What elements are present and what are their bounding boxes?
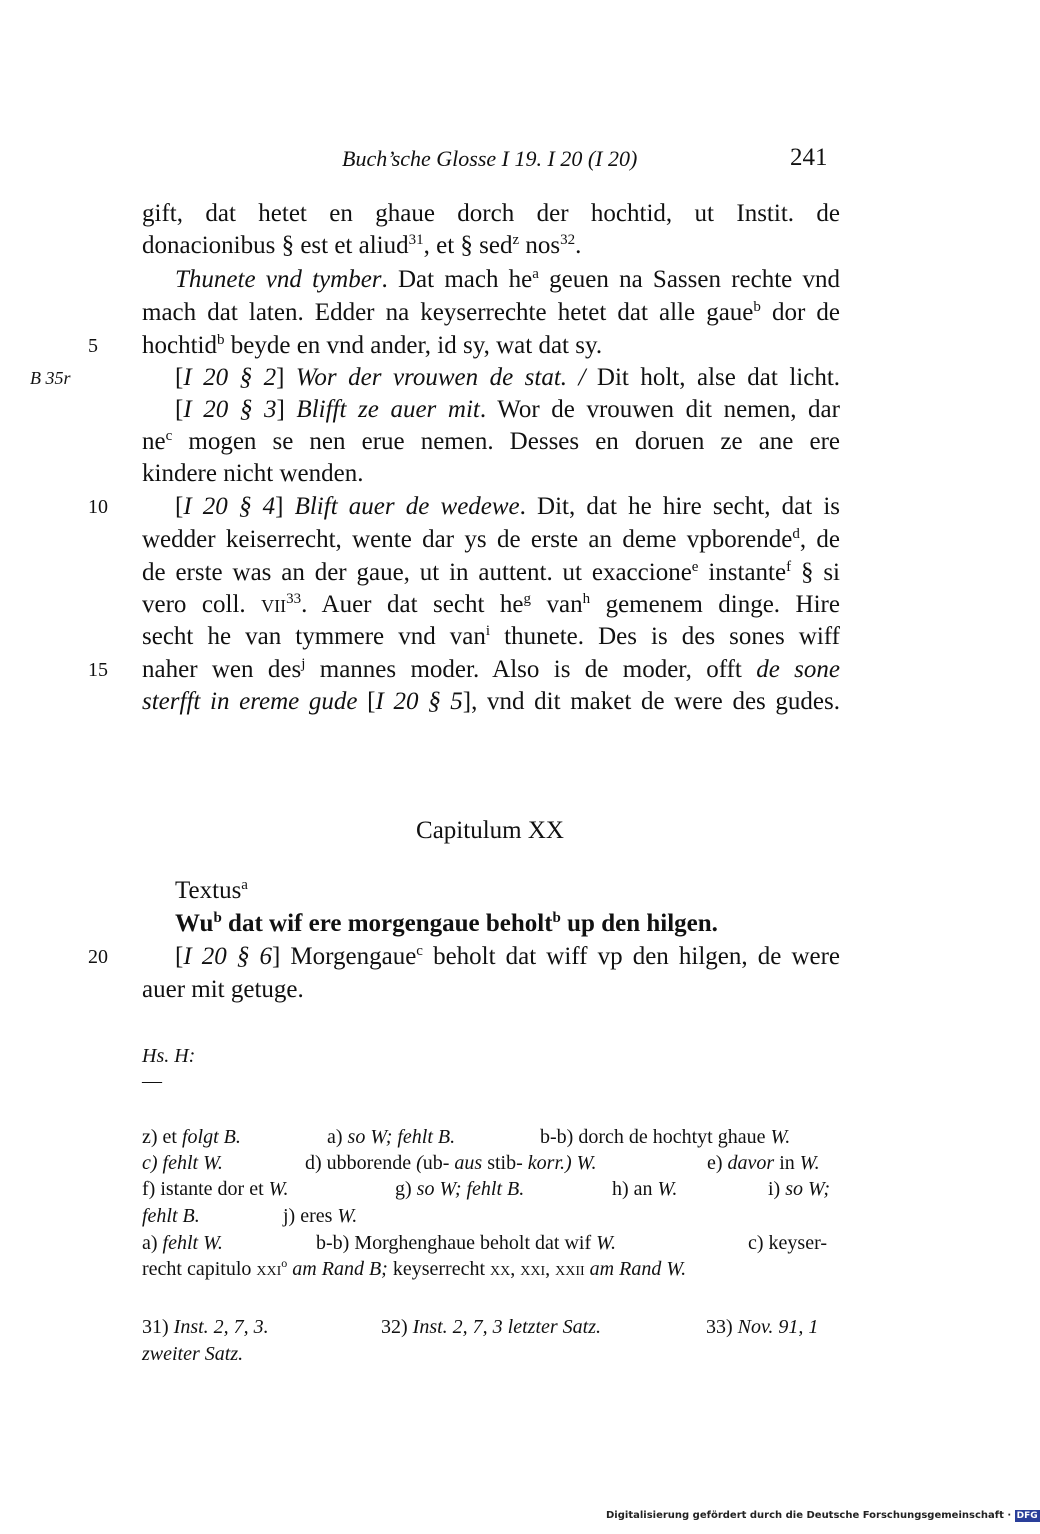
apparatus-row-6: recht capitulo xxi$^o$ am Rand B; keyserrecht xx, xxi, xxii am Rand W. — [142, 1256, 687, 1280]
apparatus-row-5b: b-b) Morghenghaue beholt dat wif W. — [316, 1232, 616, 1254]
apparatus-row-3b: g) so W; fehlt B. — [395, 1178, 525, 1200]
line-number-10: 10 — [88, 496, 108, 518]
gloss-line-12: de erste was an der gaue, ut in auttent. ut exaccione$^e$ instante$^f$ § si — [142, 559, 840, 586]
note-31: 31) Inst. 2, 7, 3. — [142, 1316, 269, 1338]
gloss-line-4: mach dat laten. Edder na keyserrechte hetet dat alle gaue$^b$ dor de — [142, 299, 841, 326]
note-33: 33) Nov. 91, 1 — [706, 1316, 819, 1338]
gloss-line-15: naher wen des$^j$ mannes moder. Also is de moder, offt de sone — [142, 656, 840, 683]
running-title: Buch’sche Glosse I 19. I 20 (I 20) — [342, 146, 638, 171]
apparatus-row-4: fehlt B. — [142, 1205, 200, 1227]
apparatus-row-1b: a) so W; fehlt B. — [327, 1126, 456, 1148]
manuscript-dash: — — [142, 1070, 162, 1092]
chapter-title: Capitulum XX — [416, 817, 564, 844]
apparatus-row-2: c) fehlt W. — [142, 1152, 223, 1174]
apparatus-row-3d: i) so W; — [768, 1178, 831, 1200]
gloss-line-1: gift, dat hetet en ghaue dorch der hochtid, ut Instit. de — [142, 200, 840, 227]
apparatus-row-5c: c) keyser- — [748, 1232, 827, 1254]
line-number-15: 15 — [88, 659, 108, 681]
gloss-line-16: sterfft in ereme gude [I 20 § 5], vnd dit maket de were des gudes. — [142, 688, 840, 715]
chapter-heading: Wu$^b$ dat wif ere morgengaue beholt$^b$ up den hilgen. — [175, 910, 718, 937]
gloss-line-2: donacionibus § est et aliud$^{31}$, et § sed$^z$ nos$^{32}$. — [142, 232, 582, 259]
gloss-line-3: Thunete vnd tymber. Dat mach $he^a$ geuen na Sassen rechte vnd — [175, 266, 840, 293]
digitization-credit: Digitalisierung gefördert durch die Deutsche Forschungsgemeinschaft · DFG — [606, 1510, 1038, 1521]
apparatus-row-2c: e) davor in W. — [707, 1152, 820, 1174]
gloss-line-5: hochtid$^b$ beyde en vnd ander, id sy, wat dat sy. — [142, 332, 603, 359]
textus-line-21: auer mit getuge. — [142, 976, 304, 1003]
gloss-line-6: [I 20 § 2] Wor der vrouwen de stat. / Dit holt, alse dat licht. — [175, 364, 841, 391]
line-number-5: 5 — [88, 335, 98, 357]
apparatus-row-5: a) fehlt W. — [142, 1232, 223, 1254]
gloss-line-10: [I 20 § 4] Blift auer de wedewe. Dit, dat he hire secht, dat is — [175, 493, 840, 520]
line-number-20: 20 — [88, 946, 108, 968]
margin-folio-note: B 35r — [30, 368, 71, 388]
gloss-line-7: [I 20 § 3] Blifft ze auer mit. Wor de vrouwen dit nemen, dar — [175, 396, 840, 423]
manuscript-label: Hs. H: — [142, 1045, 196, 1067]
note-33-continuation: zweiter Satz. — [142, 1343, 244, 1365]
textus-label: Textus$^a$ — [175, 877, 248, 904]
textus-line-20: [I 20 § 6] Morgengaue$^c$ beholt dat wiff vp den hilgen, de were — [175, 943, 841, 970]
dfg-logo: DFG — [1016, 1511, 1038, 1521]
gloss-line-8: $ne^c$ mogen se nen erue nemen. Desses en doruen ze ane ere — [142, 428, 840, 455]
gloss-line-9: kindere nicht wenden. — [142, 460, 364, 487]
apparatus-row-2b: d) ubborende (ub- aus stib- korr.) W. — [305, 1152, 597, 1174]
apparatus-row-3c: h) an W. — [612, 1178, 678, 1200]
gloss-line-13: vero coll. vii$^{33}$. Auer dat secht $he^g$ van$^h$ gemenem dinge. Hire — [142, 591, 840, 618]
gloss-line-14: secht he van tymmere vnd van$^i$ thunete. Des is des sones wiff — [142, 623, 841, 650]
apparatus-row-1: z) et folgt B. — [142, 1126, 241, 1148]
apparatus-row-1c: b-b) dorch de hochtyt ghaue W. — [540, 1126, 791, 1148]
page-number: 241 — [790, 144, 828, 171]
note-32: 32) Inst. 2, 7, 3 letzter Satz. — [381, 1316, 602, 1338]
apparatus-row-3: f) istante dor et W. — [142, 1178, 289, 1200]
gloss-line-11: wedder keiserrecht, wente dar ys de erste an deme vpborende$^d$, de — [142, 526, 840, 553]
apparatus-row-4b: j) eres W. — [283, 1205, 358, 1227]
